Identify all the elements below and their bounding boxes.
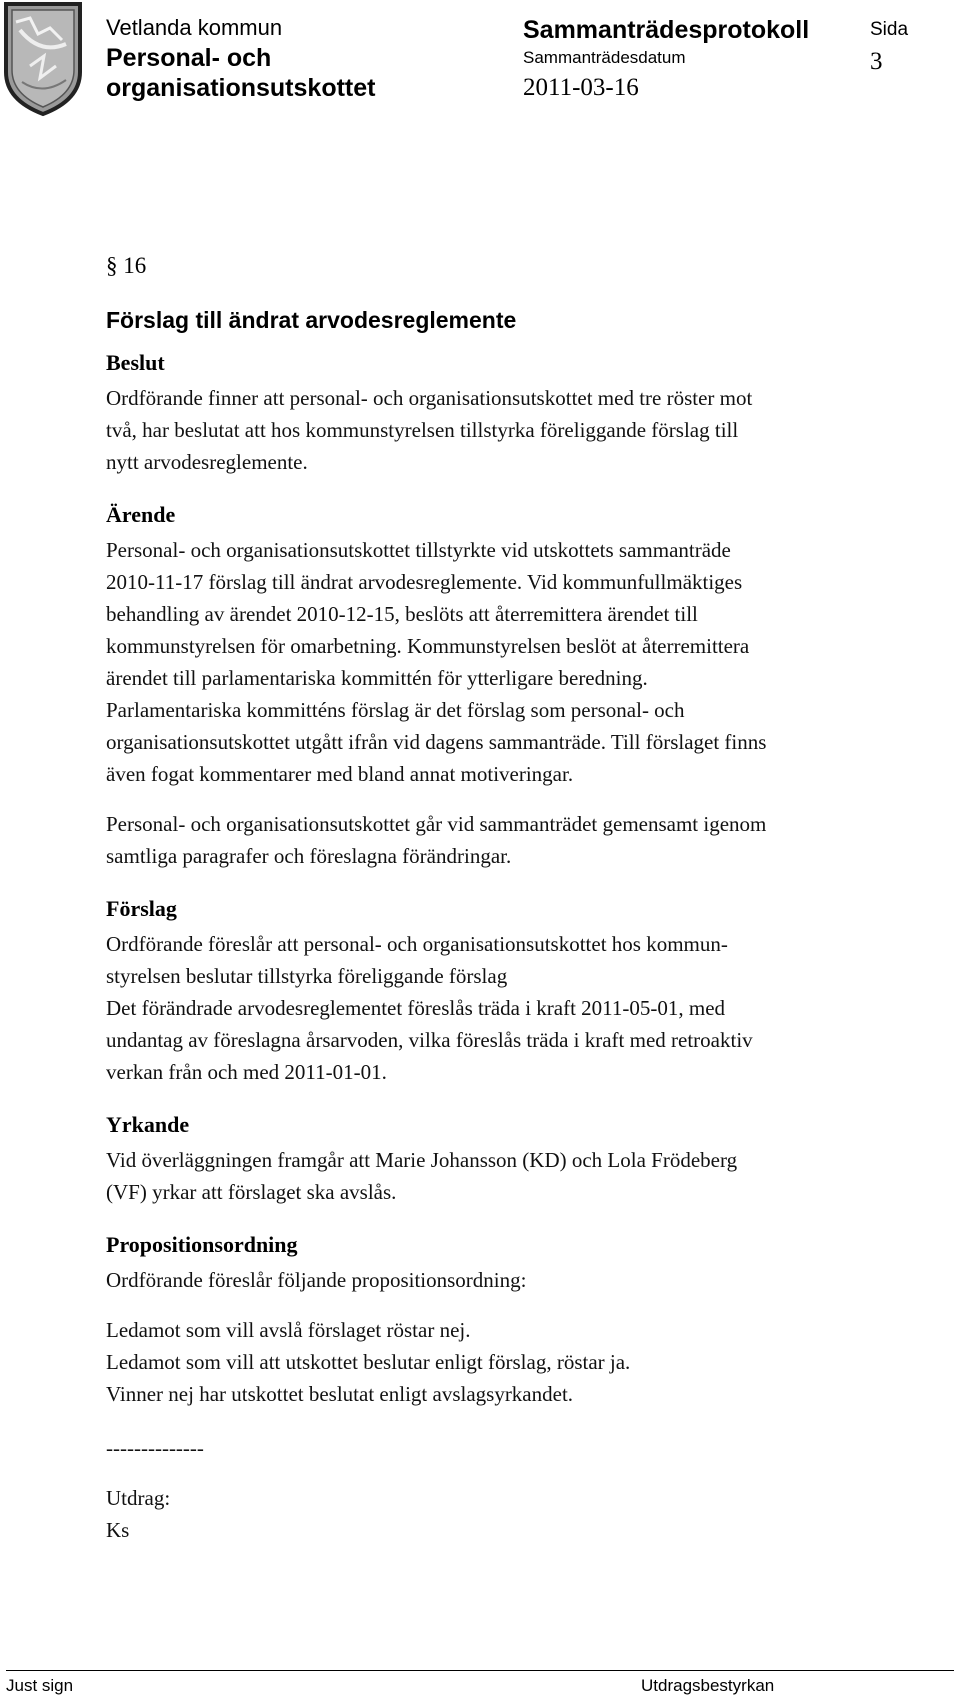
proposition-heading: Propositionsordning: [106, 1232, 298, 1257]
header-organization: [106, 13, 375, 103]
text-line: Parlamentariska kommitténs förslag är det förslag som personal- och: [106, 698, 685, 722]
municipality-coat-of-arms: [0, 0, 86, 118]
forslag-heading: Förslag: [106, 896, 177, 921]
paragraph-title: Förslag till ändrat arvodesreglemente: [106, 307, 517, 333]
date-label: Sammanträdesdatum: [523, 48, 686, 67]
beslut-text: [106, 382, 946, 478]
yrkande-heading: Yrkande: [106, 1112, 190, 1137]
utdrag-recipient: Ks: [106, 1518, 130, 1542]
text-line: Vid överläggningen framgår att Marie Johansson (KD) och Lola Frödeberg: [106, 1148, 738, 1172]
utdrag-label: Utdrag:: [106, 1486, 171, 1510]
beslut-heading: Beslut: [106, 350, 165, 375]
text-line: verkan från och med 2011-01-01.: [106, 1060, 387, 1084]
text-line: behandling av ärendet 2010-12-15, beslöts att återremittera ärendet till: [106, 602, 698, 626]
text-line: samtliga paragrafer och föreslagna förändringar.: [106, 844, 512, 868]
forslag-text: [106, 928, 946, 1088]
text-line: även fogat kommentarer med bland annat motiveringar.: [106, 762, 574, 786]
header-page-info: [870, 13, 908, 77]
proposition-intro: Ordförande föreslår följande propositionsordning:: [106, 1268, 527, 1292]
text-line: Personal- och organisationsutskottet tillstyrkte vid utskottets sammanträde: [106, 538, 731, 562]
text-line: Personal- och organisationsutskottet går vid sammanträdet gemensamt igenom: [106, 812, 767, 836]
meeting-date: 2011-03-16: [523, 74, 639, 101]
text-line: Det förändrade arvodesreglementet föreslås träda i kraft 2011-05-01, med: [106, 996, 726, 1020]
document-type: Sammanträdesprotokoll: [523, 16, 810, 44]
text-line: två, har beslutat att hos kommunstyrelsen tillstyrka föreliggande förslag till: [106, 418, 739, 442]
municipality-name: Vetlanda kommun: [106, 15, 283, 40]
header-document-info: [523, 13, 809, 105]
page-number: 3: [870, 48, 883, 75]
text-line: Ledamot som vill avslå förslaget röstar nej.: [106, 1318, 471, 1342]
text-line: (VF) yrkar att förslaget ska avslås.: [106, 1180, 397, 1204]
committee-name-line1: Personal- och: [106, 44, 272, 72]
page-label: Sida: [870, 19, 909, 40]
footer-just-sign: Just sign: [6, 1676, 74, 1695]
text-line: 2010-11-17 förslag till ändrat arvodesreglemente. Vid kommunfullmäktiges: [106, 570, 743, 594]
text-line: nytt arvodesreglemente.: [106, 450, 308, 474]
text-line: kommunstyrelsen för omarbetning. Kommunstyrelsen beslöt at återremittera: [106, 634, 750, 658]
committee-name-line2: organisationsutskottet: [106, 74, 376, 102]
footer-divider: [6, 1670, 954, 1671]
text-line: Ledamot som vill att utskottet beslutar enligt förslag, röstar ja.: [106, 1350, 631, 1374]
proposition-text: [106, 1314, 946, 1410]
text-line: undantag av föreslagna årsarvoden, vilka föreslås träda i kraft med retroaktiv: [106, 1028, 753, 1052]
text-line: organisationsutskottet utgått ifrån vid dagens sammanträde. Till förslaget finns: [106, 730, 767, 754]
text-line: Vinner nej har utskottet beslutat enligt avslagsyrkandet.: [106, 1382, 574, 1406]
text-line: styrelsen beslutar tillstyrka föreliggande förslag: [106, 964, 508, 988]
footer-utdragsbestyrkan: Utdragsbestyrkan: [641, 1676, 775, 1695]
text-line: ärendet till parlamentariska kommittén för ytterligare beredning.: [106, 666, 648, 690]
paragraph-number: § 16: [106, 253, 147, 278]
text-line: Ordförande föreslår att personal- och organisationsutskottet hos kommun-: [106, 932, 728, 956]
protocol-body: [106, 250, 946, 1546]
yrkande-text: [106, 1144, 946, 1208]
arende-text-2: [106, 808, 946, 872]
separator-line: --------------: [106, 1436, 204, 1460]
arende-heading: Ärende: [106, 502, 176, 527]
arende-text: [106, 534, 946, 790]
text-line: Ordförande finner att personal- och organisationsutskottet med tre röster mot: [106, 386, 753, 410]
